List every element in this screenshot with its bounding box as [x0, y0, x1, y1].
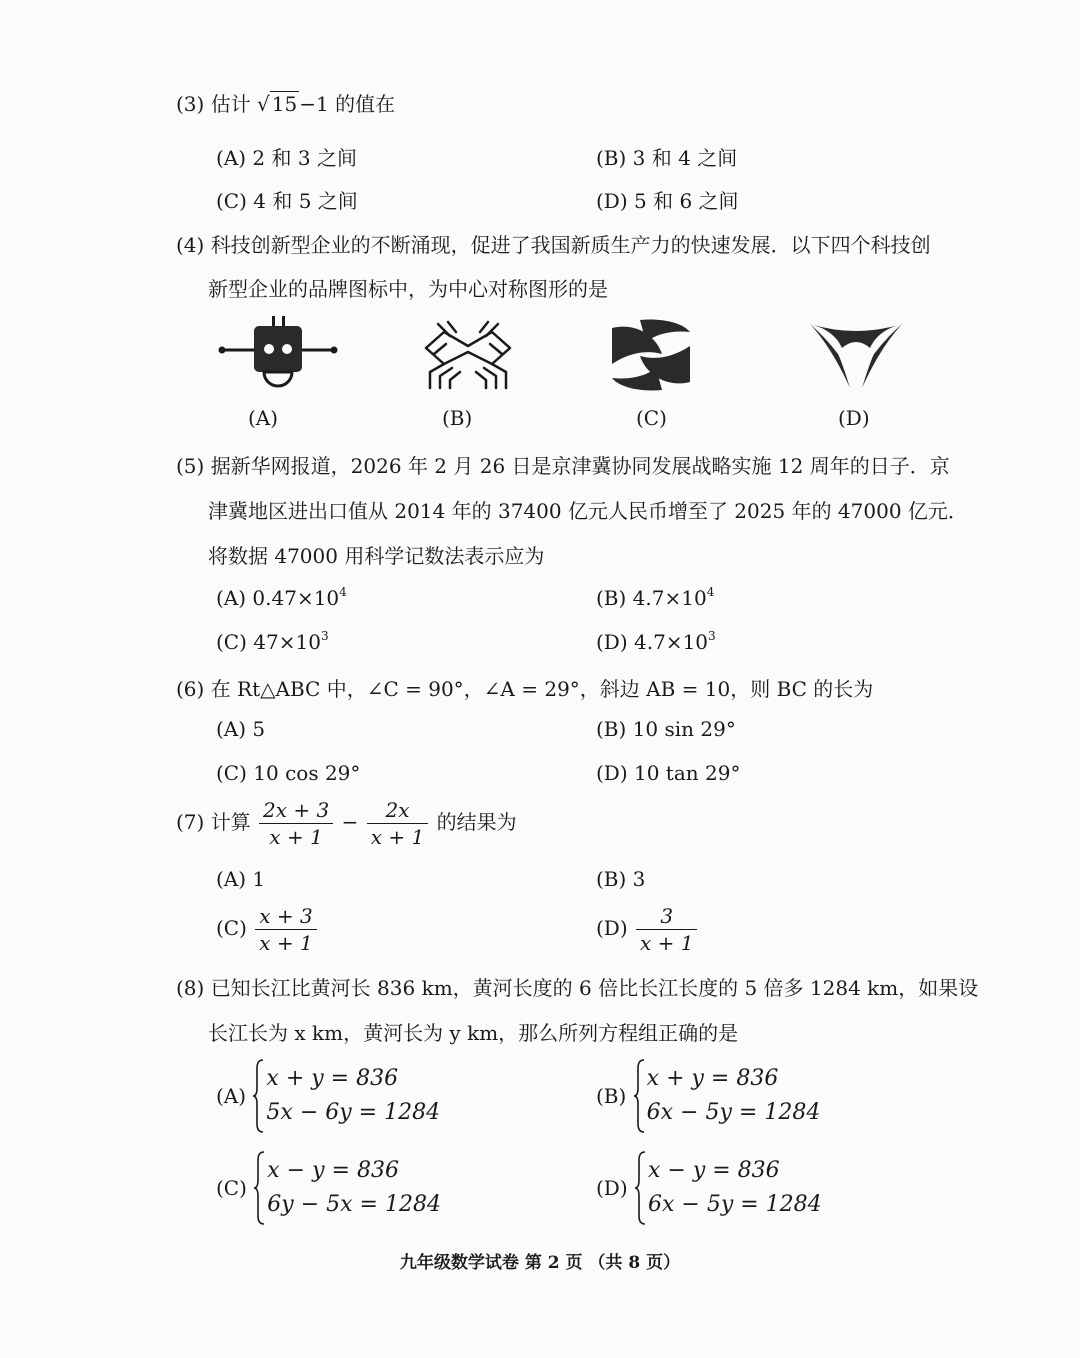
- equation-system: x − y = 836 6x − 5y = 1284: [634, 1154, 822, 1222]
- q6-option-b: (B) 10 sin 29°: [596, 717, 736, 741]
- fraction: $\frac{2x}{x + 1}$: [367, 798, 428, 849]
- swirl-logo-icon: [610, 318, 692, 392]
- fraction: $\frac{2x + 3}{x + 1}$: [259, 798, 333, 849]
- equation-system: x + y = 836 5x − 6y = 1284: [252, 1062, 440, 1130]
- q7-option-c: (C) $\frac{x + 3}{x + 1}$: [216, 904, 319, 955]
- sqrt-expression: √ 15: [257, 92, 298, 116]
- brace-icon: [634, 1150, 646, 1226]
- q5-option-d: (D) $4.7\times 10^3$: [596, 629, 716, 654]
- q4-stem-line1: (4) 科技创新型企业的不断涌现，促进了我国新质生产力的快速发展．以下四个科技创: [176, 233, 931, 257]
- q8-option-d: (D) x − y = 836 6x − 5y = 1284: [596, 1154, 822, 1222]
- q3-option-c: (C) 4 和 5 之间: [216, 189, 358, 213]
- q8-option-b: (B) x + y = 836 6x − 5y = 1284: [596, 1062, 820, 1130]
- q7-option-a: (A) 1: [216, 867, 266, 891]
- q5-stem-line1: (5) 据新华网报道，2026 年 2 月 26 日是京津冀协同发展战略实施 12 周年的日子．京: [176, 454, 950, 478]
- fraction: $\frac{x + 3}{x + 1}$: [255, 904, 316, 955]
- robot-logo-icon: [218, 316, 338, 392]
- q8-stem-line1: (8) 已知长江比黄河长 836 km，黄河长度的 6 倍比长江长度的 5 倍多 1284 km，如果设: [176, 976, 979, 1000]
- q8-option-c: (C) x − y = 836 6y − 5x = 1284: [216, 1154, 441, 1222]
- crab-logo-icon: [420, 318, 516, 390]
- q7-option-b: (B) 3: [596, 867, 646, 891]
- q4-stem-line2: 新型企业的品牌图标中，为中心对称图形的是: [208, 277, 608, 301]
- equation-system: x + y = 836 6x − 5y = 1284: [633, 1062, 821, 1130]
- q7-option-d: (D) $\frac{3}{x + 1}$: [596, 904, 699, 955]
- q3-option-a: (A) 2 和 3 之间: [216, 146, 357, 170]
- page-footer: 九年级数学试卷 第 2 页 （共 8 页）: [399, 1253, 681, 1273]
- q6-option-c: (C) 10 cos 29°: [216, 761, 361, 785]
- q5-option-c: (C) $47\times 10^3$: [216, 629, 329, 654]
- triangle-curve-logo-icon: [808, 318, 904, 390]
- q5-option-a: (A) $0.47\times 10^4$: [216, 585, 347, 610]
- equation-system: x − y = 836 6y − 5x = 1284: [253, 1154, 441, 1222]
- q3-option-b: (B) 3 和 4 之间: [596, 146, 738, 170]
- q4-caption-b: (B): [442, 406, 473, 430]
- brace-icon: [252, 1058, 264, 1134]
- q8-option-a: (A) x + y = 836 5x − 6y = 1284: [216, 1062, 440, 1130]
- q6-option-a: (A) 5: [216, 717, 266, 741]
- q8-stem-line2: 长江长为 x km，黄河长为 y km，那么所列方程组正确的是: [208, 1021, 739, 1045]
- q5-option-b: (B) $4.7\times 10^4$: [596, 585, 715, 610]
- q4-caption-a: (A): [248, 406, 279, 430]
- q3-stem: (3) 估计 √ 15 −1 的值在: [176, 92, 396, 116]
- q5-stem-line2: 津冀地区进出口值从 2014 年的 37400 亿元人民币增至了 2025 年的 47000 亿元．: [208, 499, 968, 523]
- q6-option-d: (D) 10 tan 29°: [596, 761, 741, 785]
- q6-stem: (6) 在 Rt△ABC 中，∠C = 90°，∠A = 29°，斜边 AB = 10，则 BC 的长为: [176, 677, 874, 701]
- q4-caption-d: (D): [838, 406, 870, 430]
- brace-icon: [633, 1058, 645, 1134]
- q5-stem-line3: 将数据 47000 用科学记数法表示应为: [208, 544, 545, 568]
- q7-stem: (7) 计算 $\frac{2x + 3}{x + 1}$ − $\frac{2x}{x + 1}$ 的结果为: [176, 798, 517, 849]
- q3-option-d: (D) 5 和 6 之间: [596, 189, 739, 213]
- brace-icon: [253, 1150, 265, 1226]
- q4-caption-c: (C): [636, 406, 667, 430]
- fraction: $\frac{3}{x + 1}$: [636, 904, 697, 955]
